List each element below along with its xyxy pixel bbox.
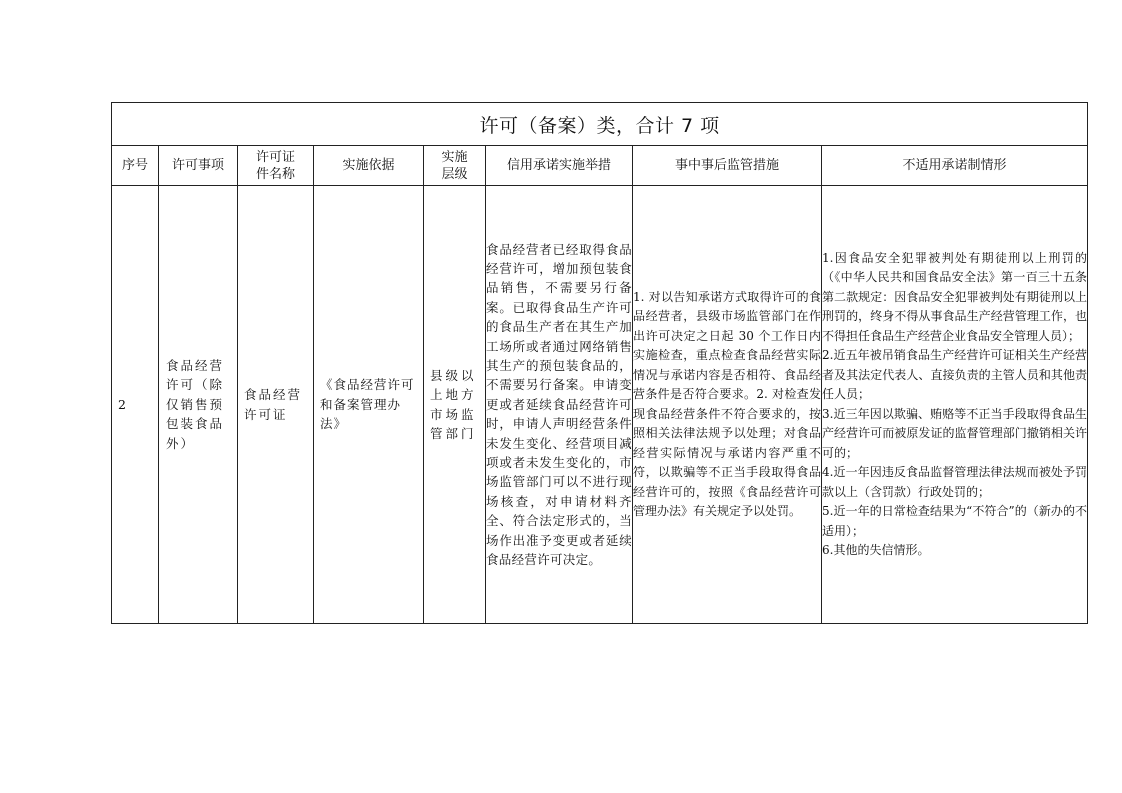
row-supervision-measures: 1. 对以告知承诺方式取得许可的食品经营者，县级市场监管部门在作出许可决定之日起 30 个工作日内实施检查，重点检查食品经营实际情况与承诺内容是否相符、食品经营条件是否符合要求。2. 对检查发现食品经营条件不符合要求的，按照相关法律法规予以处理；对食品经营实际情况与承诺内容严重不符，以欺骗等不正当手段取得食品经营许可的，按照《食品经营许可管理办法》有关规定予以处罚。 — [633, 186, 822, 624]
exclusion-item: 2.近五年被吊销食品生产经营许可证相关生产经营者及其法定代表人、直接负责的主管人员和其他责任人员； — [822, 348, 1088, 401]
exclusion-item: 4.近一年因违反食品监督管理法律法规而被处予罚款以上（含罚款）行政处罚的； — [822, 465, 1088, 499]
header-seq: 序号 — [112, 146, 159, 186]
row-credit-commitment-measures: 食品经营者已经取得食品经营许可，增加预包装食品销售，不需要另行备案。已取得食品生产许可的食品生产者在其生产加工场所或者通过网络销售其生产的预包装食品的，不需要另行备案。申请变更或者延续食品经营许可时，申请人声明经营条件未发生变化、经营项目减项或者未发生变化的，市场监管部门可以不进行现场核查，对申请材料齐全、符合法定形式的，当场作出准予变更或者延续食品经营许可决定。 — [486, 186, 633, 624]
table-title: 许可（备案）类，合计 7 项 — [112, 103, 1088, 146]
table-row — [112, 186, 1088, 624]
header-legal-basis: 实施依据 — [314, 146, 424, 186]
header-credit-commitment-measures: 信用承诺实施举措 — [486, 146, 633, 186]
exclusion-item: 1.因食品安全犯罪被判处有期徒刑以上刑罚的（《中华人民共和国食品安全法》第一百三十五条第二款规定：因食品安全犯罪被判处有期徒刑以上刑罚的，终身不得从事食品生产经营管理工作，也不得担任食品生产经营企业食品安全管理人员）； — [822, 250, 1088, 343]
permit-table — [111, 102, 1088, 624]
row-certificate-name: 食品经营许可证 — [238, 186, 314, 624]
header-permit-item: 许可事项 — [159, 146, 238, 186]
header-implementation-level: 实施层级 — [424, 146, 486, 186]
row-seq: 2 — [112, 186, 159, 624]
header-certificate-name: 许可证件名称 — [238, 146, 314, 186]
header-supervision-measures: 事中事后监管措施 — [633, 146, 822, 186]
row-legal-basis: 《食品经营许可和备案管理办法》 — [314, 186, 424, 624]
row-non-applicable-cases — [822, 186, 1088, 624]
exclusion-item: 6.其他的失信情形。 — [822, 543, 930, 557]
header-non-applicable-cases: 不适用承诺制情形 — [822, 146, 1088, 186]
exclusion-item: 5.近一年的日常检查结果为“不符合”的（新办的不适用）； — [822, 504, 1088, 538]
row-permit-item: 食品经营许可（除仅销售预包装食品外） — [159, 186, 238, 624]
exclusion-item: 3.近三年因以欺骗、贿赂等不正当手段取得食品生产经营许可而被原发证的监督管理部门撤销相关许可的； — [822, 406, 1088, 460]
row-implementation-level: 县级以上地方市场监管部门 — [424, 186, 486, 624]
